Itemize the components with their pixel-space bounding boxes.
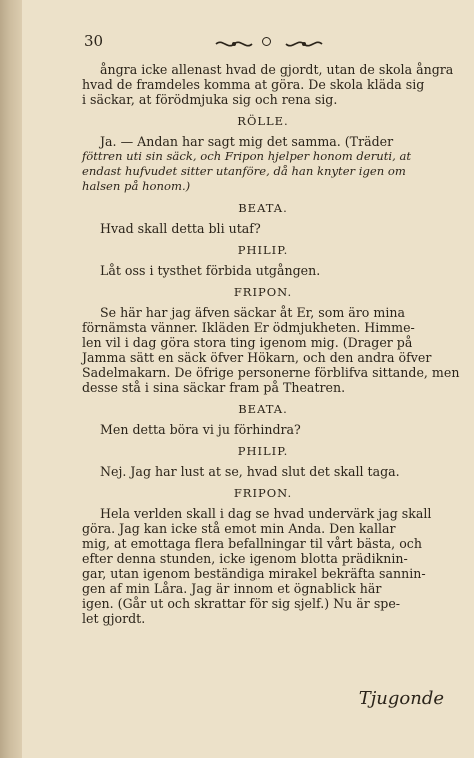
text-line: Hvad skall detta bli utaf?: [100, 221, 261, 236]
text-line: let gjordt.: [82, 611, 146, 626]
stage-direction-paragraph: [82, 134, 444, 194]
dialogue-paragraph: [82, 422, 444, 437]
text-line: Hela verlden skall i dag se hvad undervärk jag skall: [100, 506, 432, 521]
speaker-name: FRIPON.: [233, 486, 293, 500]
text-line: mig, at emottaga flera befallningar til vårt bästa, och: [82, 536, 422, 551]
text-line: Låt oss i tysthet förbida utgången.: [100, 263, 321, 278]
text-line: gar, utan igenom beständiga mirakel bekräfta sannin-: [82, 566, 426, 581]
text-line: Ja. — Andan har sagt mig det samma. (Träder: [100, 134, 394, 149]
text-line: desse stå i sina säckar fram på Theatren.: [82, 380, 346, 395]
text-line: igen. (Går ut och skrattar för sig sjelf.) Nu är spe-: [82, 596, 401, 611]
speaker-name: BEATA.: [238, 201, 288, 215]
text-line: i säckar, at förödmjuka sig och rena sig.: [82, 92, 338, 107]
text-line: len vil i dag göra stora ting igenom mig. (Drager på: [82, 335, 413, 350]
text-line: föttren uti sin säck, och Fripon hjelper honom deruti, at: [82, 149, 412, 163]
ornament-right-icon: [284, 38, 324, 50]
catchword: Tjugonde: [358, 688, 444, 709]
text-line: förnämsta vänner. Ikläden Er ödmjukheten. Himme-: [82, 320, 415, 335]
dialogue-paragraph: [82, 263, 444, 278]
text-line: gen af min Låra. Jag är innom et ögnablick här: [82, 581, 382, 596]
ornament-center-icon: [262, 37, 271, 46]
text-line: hvad de framdeles komma at göra. De skola kläda sig: [82, 77, 425, 92]
speaker-name: RÖLLE.: [237, 114, 289, 128]
text-line: halsen på honom.): [82, 179, 191, 193]
speaker-name: PHILIP.: [237, 243, 289, 257]
text-line: Se här har jag äfven säckar åt Er, som äro mina: [100, 305, 405, 320]
book-gutter: [0, 0, 22, 758]
dialogue-paragraph: [82, 464, 444, 479]
text-line: ångra icke allenast hvad de gjordt, utan de skola ångra: [100, 62, 454, 77]
text-line: Sadelmakarn. De öfrige personerne förblifva sittande, men: [82, 365, 460, 380]
ornament-left-icon: [214, 38, 254, 50]
text-line: endast hufvudet sitter utanföre, då han knyter igen om: [82, 164, 406, 178]
text-line: efter denna stunden, icke igenom blotta prädiknin-: [82, 551, 408, 566]
text-line: göra. Jag kan icke stå emot min Anda. Den kallar: [82, 521, 396, 536]
text-line: Men detta böra vi ju förhindra?: [100, 422, 301, 437]
dialogue-paragraph: [82, 305, 460, 395]
dialogue-paragraph: [82, 221, 444, 236]
text-line: Nej. Jag har lust at se, hvad slut det skall taga.: [100, 464, 400, 479]
dialogue-paragraph: [82, 62, 454, 107]
page-number: 30: [84, 32, 104, 50]
page-body: [82, 62, 460, 626]
speaker-name: BEATA.: [238, 402, 288, 416]
text-line: Jamma sätt en säck öfver Hökarn, och den andra öfver: [82, 350, 432, 365]
speaker-name: PHILIP.: [237, 444, 289, 458]
dialogue-paragraph: [82, 506, 444, 626]
speaker-name: FRIPON.: [233, 285, 293, 299]
page-header: [84, 32, 444, 52]
